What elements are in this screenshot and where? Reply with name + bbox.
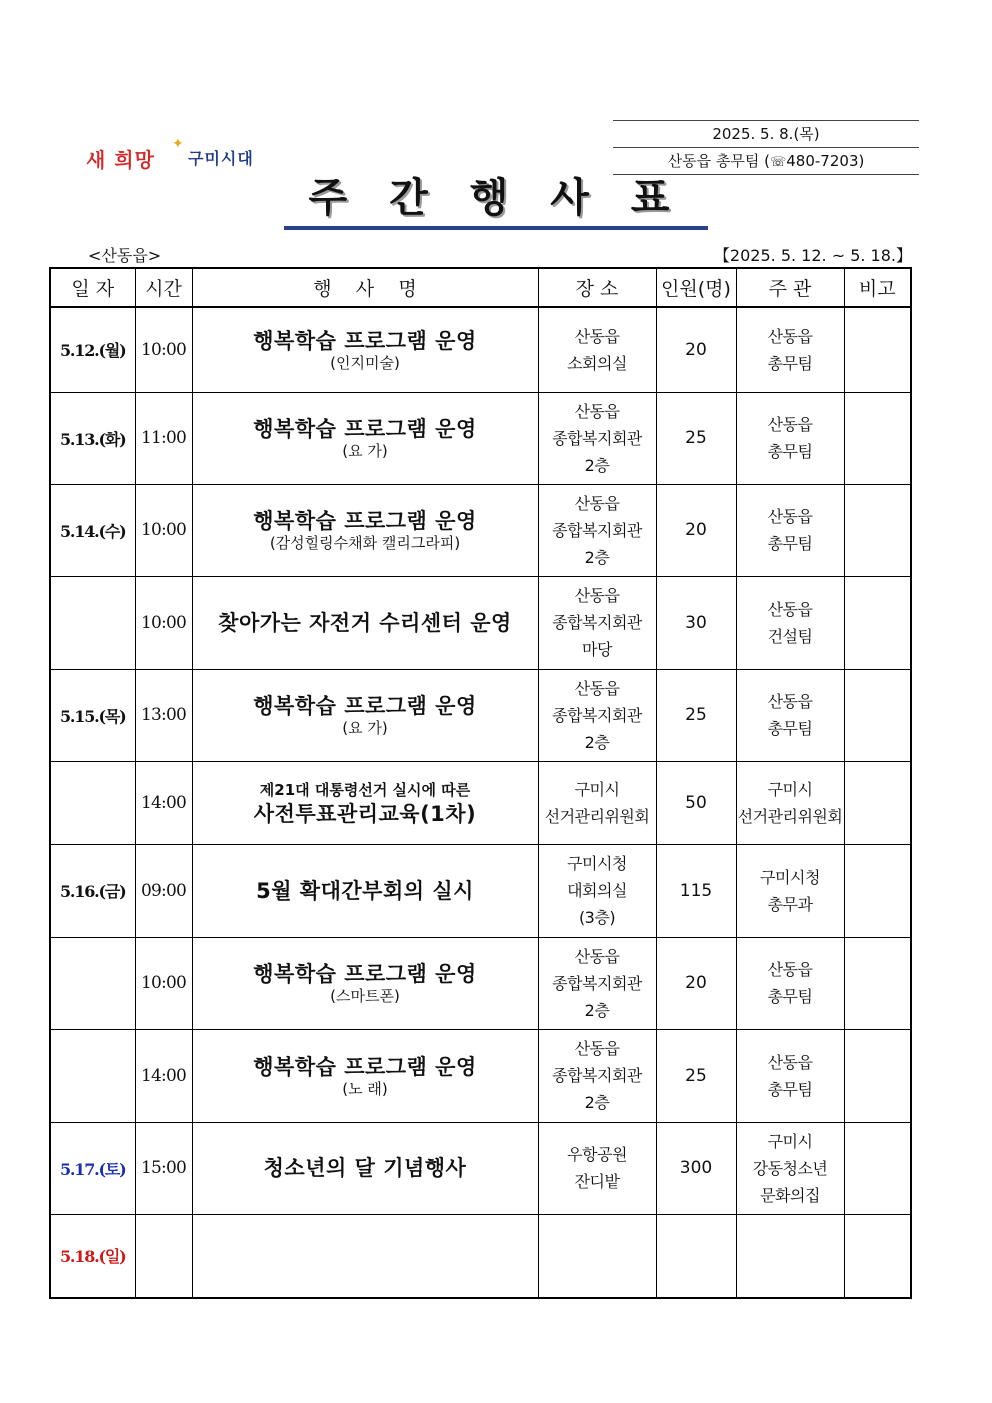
cell-organizer bbox=[736, 484, 844, 576]
logo-text-blue: 구미시대 bbox=[188, 149, 254, 168]
organizer-line: 총무팀 bbox=[767, 353, 813, 373]
table-row bbox=[50, 669, 911, 761]
cell-place bbox=[538, 1029, 656, 1122]
schedule-period: 【2025. 5. 12. ~ 5. 18.】 bbox=[713, 246, 912, 265]
event-name: 사전투표관리교육(1차) bbox=[253, 801, 477, 826]
table-row bbox=[50, 1122, 911, 1214]
cell-place bbox=[538, 761, 656, 844]
cell-time: 15:00 bbox=[135, 1122, 192, 1214]
place-line: 2층 bbox=[584, 1093, 610, 1112]
table-row bbox=[50, 1029, 911, 1122]
place-line: 구미시 bbox=[574, 779, 620, 799]
organizer-line: 선거관리위원회 bbox=[737, 806, 843, 826]
event-detail: (감성힐링수채화 캘리그라피) bbox=[269, 534, 461, 552]
weekly-schedule-table bbox=[49, 267, 912, 1299]
event-name: 행복학습 프로그램 운영 bbox=[253, 962, 477, 986]
cell-place bbox=[538, 576, 656, 669]
column-header-place: 장 소 bbox=[538, 268, 656, 307]
table-row bbox=[50, 937, 911, 1029]
organizer-line: 구미시 bbox=[767, 1131, 813, 1151]
cell-date: 5.16.(금) bbox=[50, 844, 135, 937]
place-line: 구미시청 bbox=[567, 854, 627, 873]
organizer-line: 산동읍 bbox=[767, 692, 813, 711]
cell-place bbox=[538, 1214, 656, 1298]
place-line: 2층 bbox=[584, 547, 610, 567]
place-line: 종합복지회관 bbox=[552, 1066, 642, 1085]
organizer-line: 구미시청 bbox=[760, 867, 820, 887]
event-name: 청소년의 달 기념행사 bbox=[263, 1156, 467, 1180]
cell-event bbox=[192, 307, 538, 392]
cell-note bbox=[844, 844, 911, 937]
table-row bbox=[50, 761, 911, 844]
cell-date: 5.17.(토) bbox=[50, 1122, 135, 1214]
table-row bbox=[50, 307, 911, 392]
place-line: 종합복지회관 bbox=[552, 613, 642, 632]
cell-time: 09:00 bbox=[135, 844, 192, 937]
city-logo bbox=[86, 138, 296, 174]
cell-place bbox=[538, 937, 656, 1029]
cell-count: 25 bbox=[656, 669, 736, 761]
department-contact: 산동읍 총무팀 (☏480-7203) bbox=[613, 147, 919, 175]
cell-count: 30 bbox=[656, 576, 736, 669]
place-line: 2층 bbox=[584, 732, 610, 752]
cell-event bbox=[192, 1214, 538, 1298]
cell-organizer bbox=[736, 1122, 844, 1214]
cell-time: 14:00 bbox=[135, 761, 192, 844]
event-prefix: 제21대 대통령선거 실시에 따른 bbox=[259, 780, 471, 799]
cell-organizer bbox=[736, 1029, 844, 1122]
event-name: 행복학습 프로그램 운영 bbox=[253, 1054, 477, 1079]
cell-note bbox=[844, 1214, 911, 1298]
column-header-date: 일 자 bbox=[50, 268, 135, 307]
place-line: 선거관리위원회 bbox=[544, 806, 650, 826]
cell-count bbox=[656, 1214, 736, 1298]
organizer-line: 총무팀 bbox=[767, 987, 813, 1006]
place-line: 2층 bbox=[584, 455, 610, 475]
place-line: 산동읍 bbox=[574, 586, 620, 605]
place-line: 소회의실 bbox=[567, 353, 627, 373]
cell-organizer bbox=[736, 392, 844, 484]
cell-count: 115 bbox=[656, 844, 736, 937]
page-title: 주 간 행 사 표 bbox=[308, 175, 684, 221]
cell-note bbox=[844, 576, 911, 669]
cell-date bbox=[50, 937, 135, 1029]
cell-event bbox=[192, 576, 538, 669]
cell-event bbox=[192, 1029, 538, 1122]
cell-note bbox=[844, 484, 911, 576]
organizer-line: 총무팀 bbox=[767, 534, 813, 553]
cell-note bbox=[844, 937, 911, 1029]
place-line: 산동읍 bbox=[574, 678, 620, 698]
place-line: 잔디밭 bbox=[574, 1172, 620, 1191]
cell-organizer bbox=[736, 576, 844, 669]
event-name: 찾아가는 자전거 수리센터 운영 bbox=[218, 610, 512, 635]
cell-organizer bbox=[736, 669, 844, 761]
place-line: 우항공원 bbox=[567, 1145, 627, 1164]
cell-time: 11:00 bbox=[135, 392, 192, 484]
column-header-count: 인원(명) bbox=[656, 268, 736, 307]
place-line: 대회의실 bbox=[567, 881, 627, 900]
cell-note bbox=[844, 1029, 911, 1122]
cell-time: 10:00 bbox=[135, 484, 192, 576]
cell-time: 10:00 bbox=[135, 307, 192, 392]
table-row bbox=[50, 844, 911, 937]
cell-date: 5.14.(수) bbox=[50, 484, 135, 576]
organizer-line: 산동읍 bbox=[767, 507, 813, 526]
table-header-row bbox=[50, 268, 911, 307]
cell-place bbox=[538, 392, 656, 484]
organizer-line: 총무팀 bbox=[767, 442, 813, 461]
place-line: 산동읍 bbox=[574, 401, 620, 421]
cell-place bbox=[538, 307, 656, 392]
phone-icon: ☏ bbox=[770, 155, 787, 170]
organizer-line: 총무과 bbox=[767, 894, 813, 914]
organization-label: <산동읍> bbox=[88, 246, 162, 265]
cell-place bbox=[538, 844, 656, 937]
cell-date bbox=[50, 1029, 135, 1122]
cell-organizer bbox=[736, 307, 844, 392]
table-row bbox=[50, 392, 911, 484]
place-line: 종합복지회관 bbox=[552, 973, 642, 993]
phone-number: 480-7203 bbox=[786, 152, 859, 170]
cell-date: 5.18.(일) bbox=[50, 1214, 135, 1298]
cell-time: 10:00 bbox=[135, 576, 192, 669]
cell-note bbox=[844, 669, 911, 761]
cell-count: 25 bbox=[656, 1029, 736, 1122]
organizer-line: 총무팀 bbox=[767, 1079, 813, 1099]
place-line: 산동읍 bbox=[574, 326, 620, 346]
cell-organizer bbox=[736, 937, 844, 1029]
cell-date bbox=[50, 576, 135, 669]
event-detail: (요 가) bbox=[342, 719, 388, 737]
cell-event bbox=[192, 844, 538, 937]
cell-organizer bbox=[736, 761, 844, 844]
event-name: 행복학습 프로그램 운영 bbox=[253, 328, 477, 353]
cell-place bbox=[538, 1122, 656, 1214]
event-name: 행복학습 프로그램 운영 bbox=[253, 417, 477, 441]
cell-date: 5.15.(목) bbox=[50, 669, 135, 761]
cell-event bbox=[192, 761, 538, 844]
department-name: 산동읍 총무팀 bbox=[667, 152, 760, 170]
cell-place bbox=[538, 669, 656, 761]
place-line: 종합복지회관 bbox=[552, 428, 642, 448]
organizer-line: 건설팀 bbox=[767, 626, 813, 646]
event-name: 행복학습 프로그램 운영 bbox=[253, 694, 477, 718]
cell-place bbox=[538, 484, 656, 576]
event-detail: (요 가) bbox=[342, 442, 388, 460]
organizer-line: 산동읍 bbox=[767, 415, 813, 434]
organizer-line: 산동읍 bbox=[767, 599, 813, 619]
cell-note bbox=[844, 392, 911, 484]
cell-count: 20 bbox=[656, 307, 736, 392]
place-line: 종합복지회관 bbox=[552, 520, 642, 540]
cell-date bbox=[50, 761, 135, 844]
column-header-time: 시간 bbox=[135, 268, 192, 307]
cell-count: 20 bbox=[656, 937, 736, 1029]
cell-time bbox=[135, 1214, 192, 1298]
cell-organizer bbox=[736, 1214, 844, 1298]
event-detail: (노 래) bbox=[342, 1079, 388, 1098]
cell-time: 14:00 bbox=[135, 1029, 192, 1122]
organizer-line: 문화의집 bbox=[760, 1185, 820, 1205]
organizer-line: 총무팀 bbox=[767, 719, 813, 738]
organizer-line: 강동청소년 bbox=[752, 1158, 828, 1178]
title-underline bbox=[284, 226, 708, 230]
event-name: 5월 확대간부회의 실시 bbox=[256, 878, 474, 903]
cell-time: 13:00 bbox=[135, 669, 192, 761]
column-header-organizer: 주 관 bbox=[736, 268, 844, 307]
organizer-line: 구미시 bbox=[767, 779, 813, 799]
organizer-line: 산동읍 bbox=[767, 1052, 813, 1072]
cell-event bbox=[192, 392, 538, 484]
table-row bbox=[50, 576, 911, 669]
event-detail: (인지미술) bbox=[330, 353, 400, 372]
document-date: 2025. 5. 8.(목) bbox=[613, 120, 919, 147]
header-info-box bbox=[613, 120, 919, 175]
organizer-line: 산동읍 bbox=[767, 960, 813, 979]
cell-count: 50 bbox=[656, 761, 736, 844]
place-line: 산동읍 bbox=[574, 946, 620, 966]
cell-note bbox=[844, 307, 911, 392]
table-row bbox=[50, 1214, 911, 1298]
column-header-event: 행 사 명 bbox=[192, 268, 538, 307]
cell-event bbox=[192, 937, 538, 1029]
cell-date: 5.12.(월) bbox=[50, 307, 135, 392]
cell-event bbox=[192, 1122, 538, 1214]
cell-note bbox=[844, 761, 911, 844]
event-detail: (스마트폰) bbox=[330, 987, 400, 1005]
place-line: (3층) bbox=[578, 908, 616, 927]
place-line: 산동읍 bbox=[574, 1039, 620, 1058]
event-name: 행복학습 프로그램 운영 bbox=[253, 509, 477, 533]
place-line: 종합복지회관 bbox=[552, 705, 642, 725]
place-line: 산동읍 bbox=[574, 493, 620, 513]
cell-event bbox=[192, 484, 538, 576]
cell-organizer bbox=[736, 844, 844, 937]
cell-note bbox=[844, 1122, 911, 1214]
cell-count: 25 bbox=[656, 392, 736, 484]
star-icon: ✦ bbox=[172, 136, 184, 152]
table-row bbox=[50, 484, 911, 576]
cell-event bbox=[192, 669, 538, 761]
organizer-line: 산동읍 bbox=[767, 326, 813, 346]
column-header-note: 비고 bbox=[844, 268, 911, 307]
cell-count: 300 bbox=[656, 1122, 736, 1214]
logo-text-red: 새 희망 bbox=[86, 148, 155, 172]
place-line: 2층 bbox=[584, 1000, 610, 1020]
place-line: 마당 bbox=[582, 640, 612, 659]
cell-count: 20 bbox=[656, 484, 736, 576]
cell-date: 5.13.(화) bbox=[50, 392, 135, 484]
cell-time: 10:00 bbox=[135, 937, 192, 1029]
